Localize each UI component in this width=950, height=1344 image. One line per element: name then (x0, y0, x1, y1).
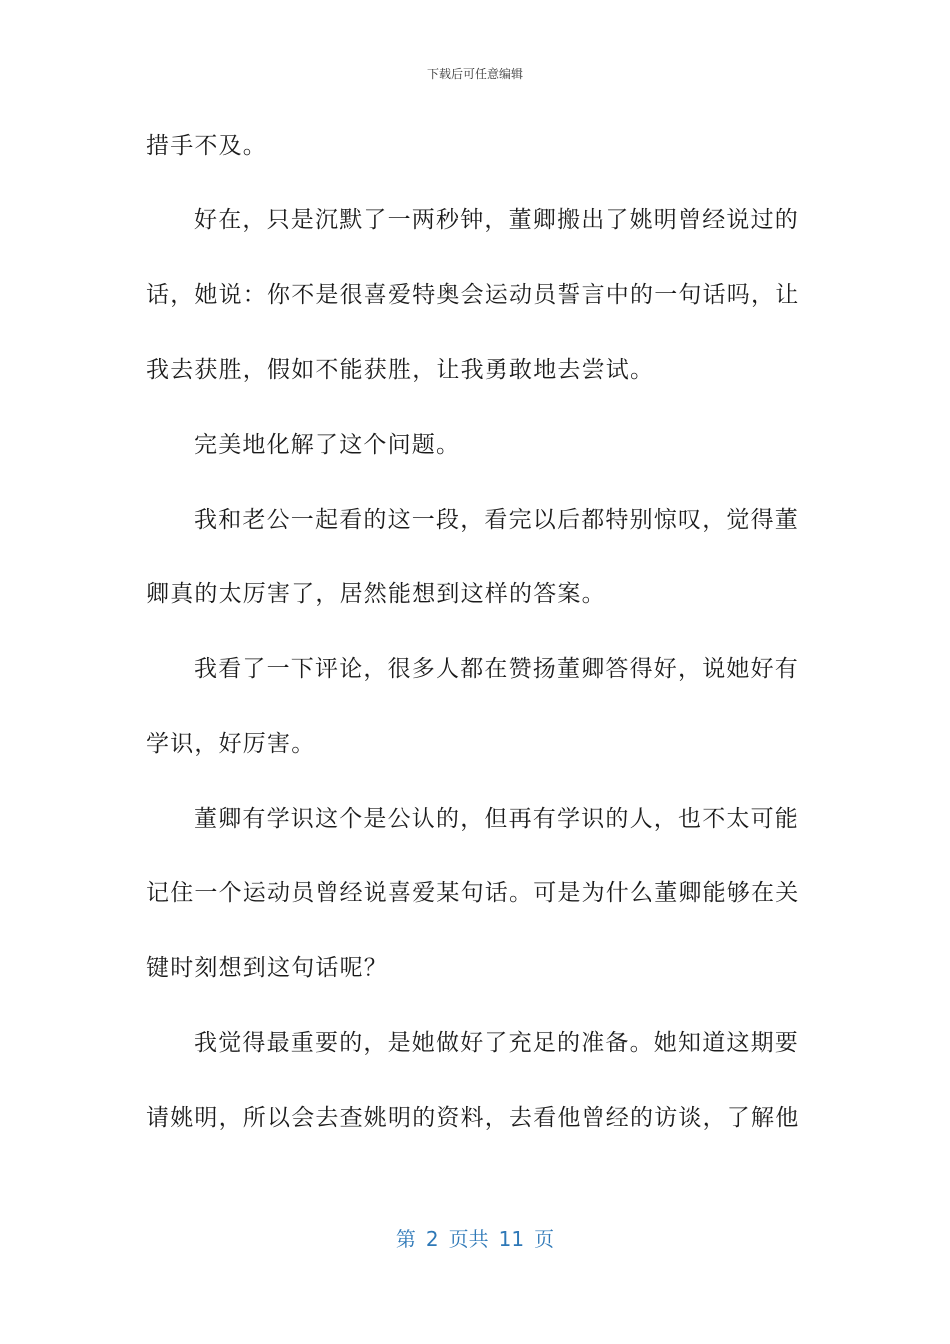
page-header-note: 下载后可任意编辑 (426, 67, 523, 81)
text-line: 我看了一下评论，很多人都在赞扬董卿答得好，说她好有 (194, 656, 799, 682)
text-line: 我觉得最重要的，是她做好了充足的准备。她知道这期要 (194, 1030, 799, 1056)
text-line: 董卿有学识这个是公认的，但再有学识的人，也不太可能 (194, 806, 799, 832)
text-line: 请姚明，所以会去查姚明的资料，去看他曾经的访谈，了解他 (146, 1105, 800, 1131)
footer-page-current: 2 (425, 1227, 439, 1251)
footer-middle: 页共 (448, 1227, 489, 1251)
text-line: 完美地化解了这个问题。 (194, 432, 461, 458)
text-line: 学识，好厉害。 (146, 731, 316, 757)
text-line: 记住一个运动员曾经说喜爱某句话。可是为什么董卿能够在关 (146, 880, 800, 906)
text-line: 我和老公一起看的这一段，看完以后都特别惊叹，觉得董 (194, 507, 799, 533)
page-footer (0, 1226, 950, 1252)
footer-prefix: 第 (395, 1227, 416, 1251)
text-line: 我去获胜，假如不能获胜，让我勇敢地去尝试。 (146, 357, 655, 383)
text-line: 卿真的太厉害了，居然能想到这样的答案。 (146, 581, 606, 607)
footer-suffix: 页 (534, 1227, 555, 1251)
text-line: 话，她说：你不是很喜爱特奥会运动员誓言中的一句话吗，让 (146, 282, 800, 308)
text-line: 措手不及。 (146, 133, 267, 159)
footer-page-total: 11 (498, 1227, 525, 1251)
text-line: 键时刻想到这句话呢？ (146, 955, 388, 981)
text-line: 好在，只是沉默了一两秒钟，董卿搬出了姚明曾经说过的 (194, 207, 799, 233)
